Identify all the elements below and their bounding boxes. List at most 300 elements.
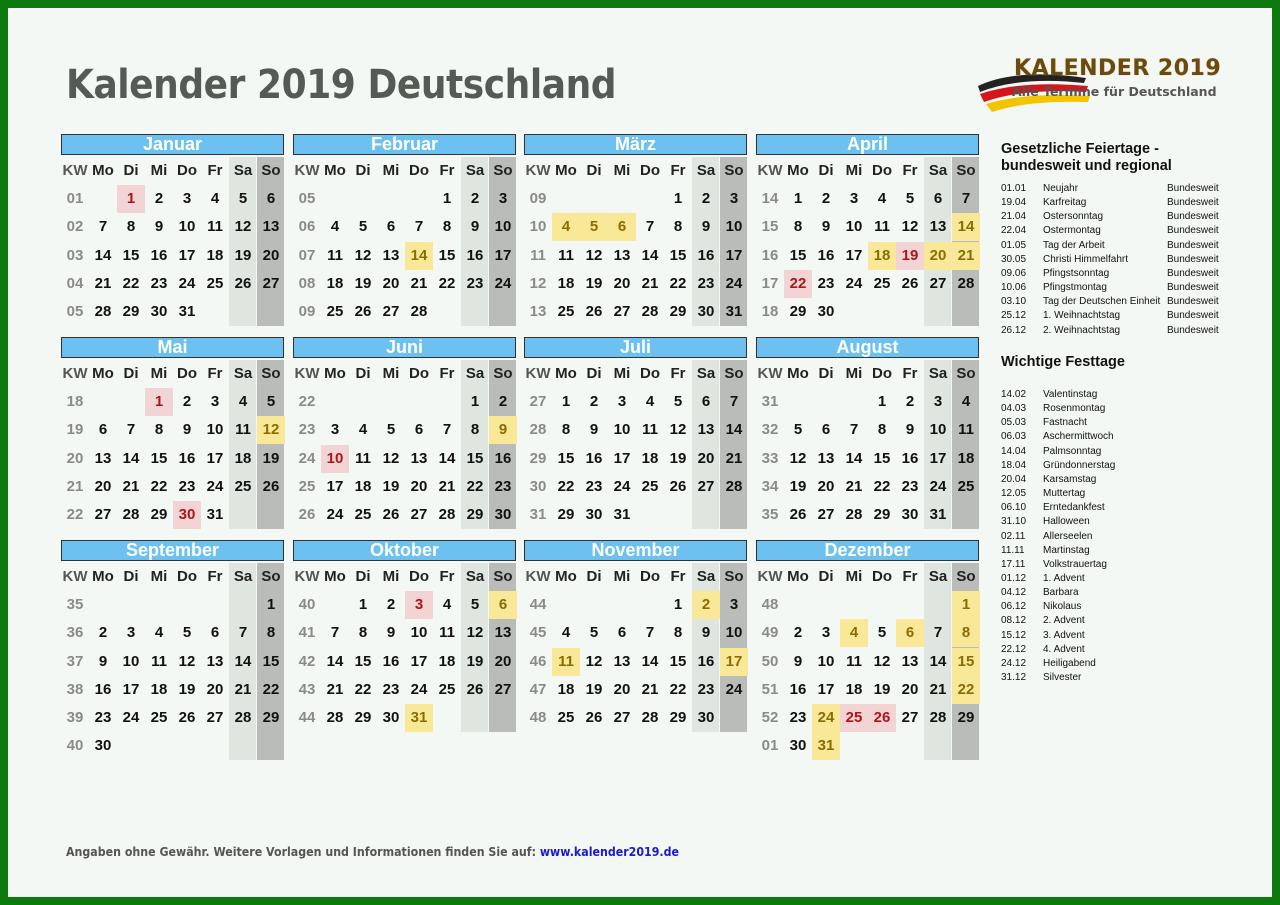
day-cell[interactable]: 18 [557, 680, 575, 698]
day-cell[interactable]: 17 [326, 477, 344, 495]
day-cell[interactable]: 9 [793, 652, 803, 670]
day-cell[interactable]: 27 [206, 709, 224, 726]
day-cell[interactable]: 13 [901, 652, 919, 670]
day-cell[interactable]: 20 [901, 680, 919, 698]
day-cell[interactable]: 5 [358, 218, 368, 236]
day-cell[interactable]: 17 [817, 680, 835, 698]
day-cell[interactable]: 1 [561, 393, 571, 411]
day-cell[interactable]: 8 [154, 421, 164, 439]
day-cell[interactable]: 4 [238, 393, 248, 411]
day-cell[interactable]: 24 [410, 680, 428, 698]
day-cell[interactable]: 12 [466, 624, 484, 642]
day-cell[interactable]: 23 [178, 477, 196, 495]
day-cell[interactable]: 13 [494, 624, 512, 642]
day-cell[interactable]: 12 [257, 416, 285, 444]
day-cell[interactable]: 4 [961, 393, 971, 411]
day-cell[interactable]: 22 [150, 477, 168, 495]
day-cell[interactable]: 28 [410, 303, 428, 320]
day-cell[interactable]: 23 [94, 709, 112, 726]
day-cell[interactable]: 13 [206, 652, 224, 670]
day-cell[interactable]: 27 [494, 680, 512, 698]
day-cell[interactable]: 4 [154, 624, 164, 642]
day-cell[interactable]: 26 [466, 680, 484, 698]
day-cell[interactable]: 30 [94, 737, 112, 755]
day-cell[interactable]: 25 [150, 709, 168, 726]
day-cell[interactable]: 12 [901, 218, 919, 236]
day-cell[interactable]: 13 [410, 449, 428, 467]
day-cell[interactable]: 11 [355, 449, 371, 467]
day-cell[interactable]: 11 [151, 652, 167, 670]
day-cell[interactable]: 24 [494, 274, 512, 292]
day-cell[interactable]: 2 [386, 596, 396, 614]
day-cell[interactable]: 22 [262, 680, 280, 698]
day-cell[interactable]: 27 [697, 477, 715, 495]
day-cell[interactable]: 12 [382, 449, 400, 467]
day-cell[interactable]: 13 [613, 652, 631, 670]
day-cell[interactable]: 11 [558, 246, 574, 264]
day-cell[interactable]: 7 [126, 421, 136, 439]
day-cell[interactable]: 17 [410, 652, 428, 670]
day-cell[interactable]: 10 [206, 421, 224, 439]
day-cell[interactable]: 18 [438, 652, 456, 670]
day-cell[interactable]: 29 [789, 303, 807, 320]
day-cell[interactable]: 19 [234, 246, 252, 264]
day-cell[interactable]: 27 [94, 506, 112, 523]
day-cell[interactable]: 15 [122, 246, 140, 264]
day-cell[interactable]: 15 [150, 449, 168, 467]
day-cell[interactable]: 27 [901, 709, 919, 726]
day-cell[interactable]: 14 [952, 213, 980, 241]
day-cell[interactable]: 21 [845, 477, 863, 495]
day-cell[interactable]: 15 [262, 652, 280, 670]
day-cell[interactable]: 2 [701, 190, 711, 208]
day-cell[interactable]: 29 [122, 303, 140, 320]
day-cell[interactable]: 13 [94, 449, 112, 467]
day-cell[interactable]: 25 [641, 477, 659, 495]
day-cell[interactable]: 23 [382, 680, 400, 698]
day-cell[interactable]: 26 [585, 709, 603, 726]
day-cell[interactable]: 21 [929, 680, 947, 698]
day-cell[interactable]: 17 [206, 449, 224, 467]
day-cell[interactable]: 10 [725, 218, 743, 236]
day-cell[interactable]: 8 [952, 619, 980, 647]
day-cell[interactable]: 29 [150, 506, 168, 523]
day-cell[interactable]: 31 [929, 506, 947, 523]
day-cell[interactable]: 3 [498, 190, 508, 208]
day-cell[interactable]: 1 [145, 388, 173, 416]
day-cell[interactable]: 26 [901, 274, 919, 292]
day-cell[interactable]: 16 [901, 449, 919, 467]
day-cell[interactable]: 9 [154, 218, 164, 236]
day-cell[interactable]: 25 [438, 680, 456, 698]
day-cell[interactable]: 8 [470, 421, 480, 439]
day-cell[interactable]: 28 [929, 709, 947, 726]
day-cell[interactable]: 21 [641, 680, 659, 698]
day-cell[interactable]: 5 [182, 624, 192, 642]
day-cell[interactable]: 12 [178, 652, 196, 670]
day-cell[interactable]: 2 [154, 190, 164, 208]
day-cell[interactable]: 13 [613, 246, 631, 264]
day-cell[interactable]: 11 [958, 421, 974, 439]
day-cell[interactable]: 1 [673, 596, 683, 614]
day-cell[interactable]: 21 [234, 680, 252, 698]
day-cell[interactable]: 12 [789, 449, 807, 467]
day-cell[interactable]: 22 [669, 680, 687, 698]
day-cell[interactable]: 31 [178, 303, 196, 320]
day-cell[interactable]: 7 [330, 624, 340, 642]
day-cell[interactable]: 14 [122, 449, 140, 467]
day-cell[interactable]: 28 [234, 709, 252, 726]
day-cell[interactable]: 24 [845, 274, 863, 292]
day-cell[interactable]: 2 [692, 591, 720, 619]
day-cell[interactable]: 7 [98, 218, 108, 236]
day-cell[interactable]: 17 [845, 246, 863, 264]
day-cell[interactable]: 31 [812, 732, 840, 760]
day-cell[interactable]: 15 [354, 652, 372, 670]
day-cell[interactable]: 4 [645, 393, 655, 411]
day-cell[interactable]: 25 [557, 303, 575, 320]
day-cell[interactable]: 16 [585, 449, 603, 467]
day-cell[interactable]: 21 [725, 449, 743, 467]
day-cell[interactable]: 20 [697, 449, 715, 467]
day-cell[interactable]: 19 [789, 477, 807, 495]
day-cell[interactable]: 19 [178, 680, 196, 698]
day-cell[interactable]: 6 [933, 190, 943, 208]
day-cell[interactable]: 16 [697, 652, 715, 670]
day-cell[interactable]: 28 [438, 506, 456, 523]
day-cell[interactable]: 18 [845, 680, 863, 698]
day-cell[interactable]: 11 [552, 648, 580, 676]
day-cell[interactable]: 17 [720, 648, 748, 676]
day-cell[interactable]: 21 [94, 274, 112, 292]
day-cell[interactable]: 22 [557, 477, 575, 495]
day-cell[interactable]: 4 [330, 218, 340, 236]
day-cell[interactable]: 10 [178, 218, 196, 236]
day-cell[interactable]: 20 [206, 680, 224, 698]
day-cell[interactable]: 30 [901, 506, 919, 523]
day-cell[interactable]: 26 [669, 477, 687, 495]
day-cell[interactable]: 4 [561, 624, 571, 642]
day-cell[interactable]: 14 [641, 246, 659, 264]
day-cell[interactable]: 21 [410, 274, 428, 292]
day-cell[interactable]: 7 [933, 624, 943, 642]
day-cell[interactable]: 12 [585, 652, 603, 670]
day-cell[interactable]: 19 [896, 242, 924, 270]
day-cell[interactable]: 12 [234, 218, 252, 236]
day-cell[interactable]: 30 [697, 709, 715, 726]
day-cell[interactable]: 1 [117, 185, 145, 213]
day-cell[interactable]: 9 [182, 421, 192, 439]
day-cell[interactable]: 22 [354, 680, 372, 698]
day-cell[interactable]: 9 [905, 421, 915, 439]
day-cell[interactable]: 3 [182, 190, 192, 208]
day-cell[interactable]: 27 [613, 303, 631, 320]
day-cell[interactable]: 23 [697, 680, 715, 698]
day-cell[interactable]: 15 [669, 652, 687, 670]
day-cell[interactable]: 23 [585, 477, 603, 495]
day-cell[interactable]: 20 [94, 477, 112, 495]
day-cell[interactable]: 31 [613, 506, 631, 523]
day-cell[interactable]: 17 [929, 449, 947, 467]
day-cell[interactable]: 10 [321, 445, 349, 473]
day-cell[interactable]: 1 [793, 190, 803, 208]
day-cell[interactable]: 17 [178, 246, 196, 264]
day-cell[interactable]: 16 [494, 449, 512, 467]
day-cell[interactable]: 23 [466, 274, 484, 292]
day-cell[interactable]: 27 [262, 274, 280, 292]
day-cell[interactable]: 16 [178, 449, 196, 467]
day-cell[interactable]: 21 [438, 477, 456, 495]
footer-link[interactable]: www.kalender2019.de [539, 845, 680, 859]
day-cell[interactable]: 6 [821, 421, 831, 439]
day-cell[interactable]: 29 [873, 506, 891, 523]
day-cell[interactable]: 27 [410, 506, 428, 523]
day-cell[interactable]: 22 [669, 274, 687, 292]
day-cell[interactable]: 22 [438, 274, 456, 292]
day-cell[interactable]: 19 [669, 449, 687, 467]
day-cell[interactable]: 1 [266, 596, 276, 614]
day-cell[interactable]: 26 [868, 704, 896, 732]
day-cell[interactable]: 18 [206, 246, 224, 264]
day-cell[interactable]: 22 [952, 676, 980, 704]
day-cell[interactable]: 6 [210, 624, 220, 642]
day-cell[interactable]: 14 [929, 652, 947, 670]
day-cell[interactable]: 5 [905, 190, 915, 208]
day-cell[interactable]: 16 [697, 246, 715, 264]
day-cell[interactable]: 28 [957, 274, 975, 292]
day-cell[interactable]: 15 [789, 246, 807, 264]
day-cell[interactable]: 27 [613, 709, 631, 726]
day-cell[interactable]: 3 [210, 393, 220, 411]
day-cell[interactable]: 6 [98, 421, 108, 439]
day-cell[interactable]: 5 [266, 393, 276, 411]
day-cell[interactable]: 18 [150, 680, 168, 698]
day-cell[interactable]: 14 [326, 652, 344, 670]
day-cell[interactable]: 3 [617, 393, 627, 411]
day-cell[interactable]: 13 [697, 421, 715, 439]
day-cell[interactable]: 28 [641, 709, 659, 726]
day-cell[interactable]: 2 [793, 624, 803, 642]
day-cell[interactable]: 21 [952, 242, 980, 270]
day-cell[interactable]: 7 [414, 218, 424, 236]
day-cell[interactable]: 26 [234, 274, 252, 292]
day-cell[interactable]: 13 [262, 218, 280, 236]
day-cell[interactable]: 6 [386, 218, 396, 236]
day-cell[interactable]: 9 [589, 421, 599, 439]
day-cell[interactable]: 4 [358, 421, 368, 439]
day-cell[interactable]: 26 [382, 506, 400, 523]
day-cell[interactable]: 3 [729, 190, 739, 208]
day-cell[interactable]: 7 [961, 190, 971, 208]
day-cell[interactable]: 12 [669, 421, 687, 439]
day-cell[interactable]: 26 [789, 506, 807, 523]
day-cell[interactable]: 24 [613, 477, 631, 495]
day-cell[interactable]: 24 [929, 477, 947, 495]
day-cell[interactable]: 8 [266, 624, 276, 642]
day-cell[interactable]: 31 [405, 704, 433, 732]
day-cell[interactable]: 14 [725, 421, 743, 439]
day-cell[interactable]: 13 [817, 449, 835, 467]
day-cell[interactable]: 18 [354, 477, 372, 495]
day-cell[interactable]: 5 [877, 624, 887, 642]
day-cell[interactable]: 22 [122, 274, 140, 292]
day-cell[interactable]: 8 [442, 218, 452, 236]
day-cell[interactable]: 1 [877, 393, 887, 411]
day-cell[interactable]: 29 [262, 709, 280, 726]
day-cell[interactable]: 15 [466, 449, 484, 467]
day-cell[interactable]: 9 [489, 416, 517, 444]
day-cell[interactable]: 4 [210, 190, 220, 208]
day-cell[interactable]: 1 [442, 190, 452, 208]
day-cell[interactable]: 28 [845, 506, 863, 523]
day-cell[interactable]: 1 [673, 190, 683, 208]
day-cell[interactable]: 12 [354, 246, 372, 264]
day-cell[interactable]: 2 [498, 393, 508, 411]
day-cell[interactable]: 26 [178, 709, 196, 726]
day-cell[interactable]: 25 [354, 506, 372, 523]
day-cell[interactable]: 14 [641, 652, 659, 670]
day-cell[interactable]: 23 [901, 477, 919, 495]
day-cell[interactable]: 16 [817, 246, 835, 264]
day-cell[interactable]: 21 [326, 680, 344, 698]
day-cell[interactable]: 24 [725, 680, 743, 698]
day-cell[interactable]: 31 [206, 506, 224, 523]
day-cell[interactable]: 30 [585, 506, 603, 523]
day-cell[interactable]: 19 [382, 477, 400, 495]
day-cell[interactable]: 13 [929, 218, 947, 236]
day-cell[interactable]: 23 [817, 274, 835, 292]
day-cell[interactable]: 7 [849, 421, 859, 439]
day-cell[interactable]: 17 [613, 449, 631, 467]
day-cell[interactable]: 7 [645, 218, 655, 236]
day-cell[interactable]: 23 [494, 477, 512, 495]
day-cell[interactable]: 31 [725, 303, 743, 320]
day-cell[interactable]: 26 [585, 303, 603, 320]
day-cell[interactable]: 20 [494, 652, 512, 670]
day-cell[interactable]: 23 [697, 274, 715, 292]
day-cell[interactable]: 10 [845, 218, 863, 236]
day-cell[interactable]: 10 [817, 652, 835, 670]
day-cell[interactable]: 11 [642, 421, 658, 439]
day-cell[interactable]: 14 [234, 652, 252, 670]
day-cell[interactable]: 10 [725, 624, 743, 642]
day-cell[interactable]: 5 [386, 421, 396, 439]
day-cell[interactable]: 2 [905, 393, 915, 411]
day-cell[interactable]: 3 [405, 591, 433, 619]
day-cell[interactable]: 6 [414, 421, 424, 439]
day-cell[interactable]: 28 [641, 303, 659, 320]
day-cell[interactable]: 30 [697, 303, 715, 320]
day-cell[interactable]: 25 [234, 477, 252, 495]
day-cell[interactable]: 24 [326, 506, 344, 523]
day-cell[interactable]: 25 [206, 274, 224, 292]
day-cell[interactable]: 28 [122, 506, 140, 523]
day-cell[interactable]: 6 [489, 591, 517, 619]
day-cell[interactable]: 17 [725, 246, 743, 264]
day-cell[interactable]: 30 [173, 501, 201, 529]
day-cell[interactable]: 8 [358, 624, 368, 642]
day-cell[interactable]: 7 [238, 624, 248, 642]
day-cell[interactable]: 29 [466, 506, 484, 523]
day-cell[interactable]: 10 [613, 421, 631, 439]
day-cell[interactable]: 15 [557, 449, 575, 467]
day-cell[interactable]: 20 [924, 242, 952, 270]
day-cell[interactable]: 16 [382, 652, 400, 670]
day-cell[interactable]: 20 [410, 477, 428, 495]
day-cell[interactable]: 27 [382, 303, 400, 320]
day-cell[interactable]: 25 [840, 704, 868, 732]
day-cell[interactable]: 11 [439, 624, 455, 642]
day-cell[interactable]: 7 [442, 421, 452, 439]
day-cell[interactable]: 27 [817, 506, 835, 523]
day-cell[interactable]: 28 [94, 303, 112, 320]
day-cell[interactable]: 19 [354, 274, 372, 292]
day-cell[interactable]: 9 [386, 624, 396, 642]
day-cell[interactable]: 28 [725, 477, 743, 495]
day-cell[interactable]: 2 [98, 624, 108, 642]
day-cell[interactable]: 18 [641, 449, 659, 467]
day-cell[interactable]: 29 [669, 303, 687, 320]
day-cell[interactable]: 30 [494, 506, 512, 523]
day-cell[interactable]: 18 [868, 242, 896, 270]
day-cell[interactable]: 9 [821, 218, 831, 236]
day-cell[interactable]: 26 [262, 477, 280, 495]
day-cell[interactable]: 30 [150, 303, 168, 320]
day-cell[interactable]: 14 [94, 246, 112, 264]
day-cell[interactable]: 20 [382, 274, 400, 292]
day-cell[interactable]: 21 [641, 274, 659, 292]
day-cell[interactable]: 3 [821, 624, 831, 642]
day-cell[interactable]: 21 [122, 477, 140, 495]
day-cell[interactable]: 23 [150, 274, 168, 292]
day-cell[interactable]: 24 [206, 477, 224, 495]
day-cell[interactable]: 29 [354, 709, 372, 726]
day-cell[interactable]: 11 [207, 218, 223, 236]
day-cell[interactable]: 15 [669, 246, 687, 264]
day-cell[interactable]: 5 [793, 421, 803, 439]
day-cell[interactable]: 5 [673, 393, 683, 411]
day-cell[interactable]: 6 [266, 190, 276, 208]
day-cell[interactable]: 17 [494, 246, 512, 264]
day-cell[interactable]: 30 [817, 303, 835, 320]
day-cell[interactable]: 26 [354, 303, 372, 320]
day-cell[interactable]: 19 [873, 680, 891, 698]
day-cell[interactable]: 29 [957, 709, 975, 726]
day-cell[interactable]: 24 [725, 274, 743, 292]
day-cell[interactable]: 24 [122, 709, 140, 726]
day-cell[interactable]: 5 [238, 190, 248, 208]
day-cell[interactable]: 18 [957, 449, 975, 467]
day-cell[interactable]: 30 [382, 709, 400, 726]
day-cell[interactable]: 25 [957, 477, 975, 495]
day-cell[interactable]: 8 [126, 218, 136, 236]
day-cell[interactable]: 20 [613, 274, 631, 292]
day-cell[interactable]: 1 [470, 393, 480, 411]
day-cell[interactable]: 23 [789, 709, 807, 726]
day-cell[interactable]: 5 [470, 596, 480, 614]
day-cell[interactable]: 18 [326, 274, 344, 292]
day-cell[interactable]: 3 [849, 190, 859, 208]
day-cell[interactable]: 8 [793, 218, 803, 236]
day-cell[interactable]: 19 [466, 652, 484, 670]
day-cell[interactable]: 10 [929, 421, 947, 439]
day-cell[interactable]: 16 [94, 680, 112, 698]
day-cell[interactable]: 6 [701, 393, 711, 411]
day-cell[interactable]: 6 [617, 624, 627, 642]
day-cell[interactable]: 4 [442, 596, 452, 614]
day-cell[interactable]: 18 [234, 449, 252, 467]
day-cell[interactable]: 20 [613, 680, 631, 698]
